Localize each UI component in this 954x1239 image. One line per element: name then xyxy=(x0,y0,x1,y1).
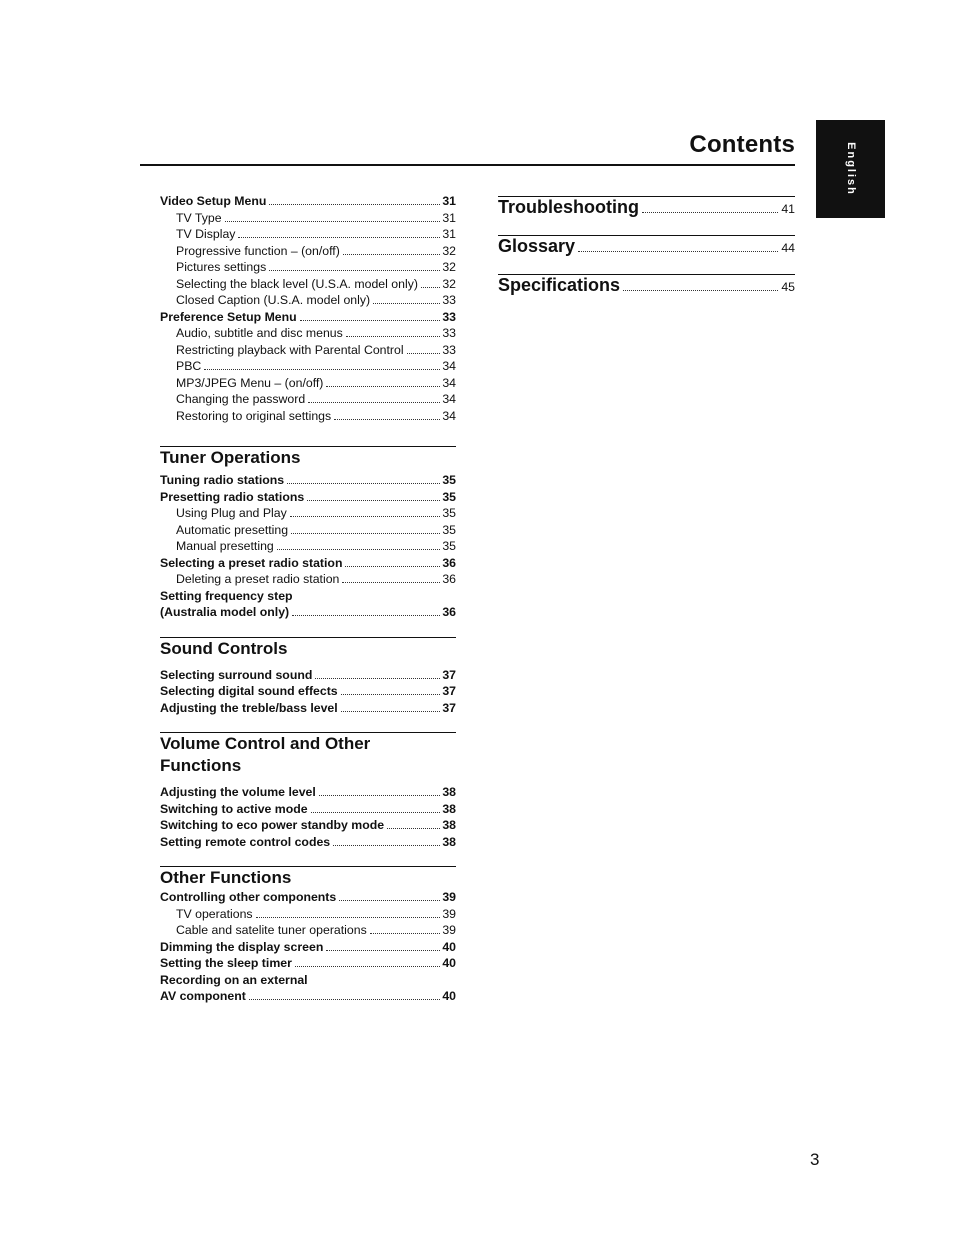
toc-entry-page: 32 xyxy=(442,260,456,274)
toc-right-column xyxy=(498,196,795,313)
toc-entry-label: Recording on an external xyxy=(160,972,308,987)
dot-leader xyxy=(387,828,440,829)
toc-entry xyxy=(160,276,456,293)
page-title: Contents xyxy=(689,131,795,158)
dot-leader xyxy=(642,212,778,213)
toc-entry-label: Dimming the display screen xyxy=(160,939,324,954)
toc-entry-page: 36 xyxy=(442,572,456,586)
toc-entry-label: Cable and satelite tuner operations xyxy=(176,923,367,937)
dot-leader xyxy=(345,566,440,567)
toc-section-page: 45 xyxy=(781,280,795,294)
section-title: Tuner Operations xyxy=(160,448,301,467)
dot-leader xyxy=(407,353,441,354)
dot-leader xyxy=(269,204,440,205)
dot-leader xyxy=(269,270,440,271)
toc-entry xyxy=(160,955,456,972)
toc-entry-page: 39 xyxy=(442,906,456,921)
toc-left-column xyxy=(160,193,456,1005)
dot-leader xyxy=(204,369,440,370)
toc-entry-page: 36 xyxy=(442,555,456,570)
dot-leader xyxy=(339,900,440,901)
toc-entry-page: 35 xyxy=(442,522,456,537)
toc-entry xyxy=(160,834,456,851)
toc-section-page: 44 xyxy=(781,241,795,255)
toc-entry xyxy=(160,489,456,506)
toc-entry-page: 31 xyxy=(442,210,456,225)
toc-entry-label: TV Type xyxy=(176,210,222,225)
toc-entry-page: 35 xyxy=(442,506,456,520)
toc-entry-page: 38 xyxy=(442,834,456,849)
toc-entry-label: Deleting a preset radio station xyxy=(176,572,340,586)
dot-leader xyxy=(308,402,440,403)
dot-leader xyxy=(225,221,441,222)
toc-entry-page: 33 xyxy=(442,342,456,357)
toc-entry-page: 34 xyxy=(442,408,456,423)
section-title: Sound Controls xyxy=(160,638,288,658)
toc-entry-page: 35 xyxy=(442,539,456,553)
toc-entry xyxy=(160,210,456,227)
toc-group-other xyxy=(160,889,456,1005)
toc-entry-label: (Australia model only) xyxy=(160,605,290,619)
dot-leader xyxy=(623,290,778,291)
toc-entry-page: 40 xyxy=(442,939,456,954)
toc-entry xyxy=(160,243,456,260)
language-tab-label: English xyxy=(844,142,857,196)
dot-leader xyxy=(333,845,440,846)
toc-group-sound xyxy=(160,667,456,717)
toc-entry-page: 35 xyxy=(442,473,456,487)
toc-entry xyxy=(160,939,456,956)
toc-entry-label: Setting frequency step xyxy=(160,588,293,603)
toc-entry-label: Setting the sleep timer xyxy=(160,956,292,970)
toc-entry-label: Restoring to original settings xyxy=(176,408,332,423)
toc-entry xyxy=(160,604,456,621)
section-volume-control xyxy=(160,732,456,850)
toc-section-1 xyxy=(498,235,795,274)
toc-entry-label: Controlling other components xyxy=(160,890,337,904)
dot-leader xyxy=(326,950,440,951)
toc-entry-label: Progressive function – (on/off) xyxy=(176,243,340,258)
toc-entry-label: Video Setup Menu xyxy=(160,194,267,208)
section-title-line1: Volume Control and Other xyxy=(160,734,371,753)
toc-entry-page: 31 xyxy=(442,194,456,208)
toc-entry-label: Selecting a preset radio station xyxy=(160,555,343,570)
page-number: 3 xyxy=(810,1150,820,1169)
toc-entry-label: Switching to eco power standby mode xyxy=(160,818,385,832)
toc-entry xyxy=(160,667,456,684)
dot-leader xyxy=(311,812,441,813)
toc-entry-page: 34 xyxy=(442,359,456,373)
section-title-line2: Functions xyxy=(160,756,242,775)
dot-leader xyxy=(578,251,778,252)
toc-entry-page: 32 xyxy=(442,243,456,258)
toc-entry xyxy=(160,391,456,408)
dot-leader xyxy=(300,320,441,321)
dot-leader xyxy=(319,795,441,796)
toc-entry xyxy=(160,325,456,342)
toc-entry-label: Closed Caption (U.S.A. model only) xyxy=(176,293,371,307)
toc-entry-label: Manual presetting xyxy=(176,539,274,553)
toc-section-label: Specifications xyxy=(498,275,621,295)
dot-leader xyxy=(291,533,440,534)
toc-entry xyxy=(160,193,456,210)
toc-section-label: Glossary xyxy=(498,236,576,256)
toc-entry-label: Adjusting the treble/bass level xyxy=(160,700,338,715)
toc-entry-label: Selecting surround sound xyxy=(160,667,313,682)
toc-entry-page: 35 xyxy=(442,489,456,504)
toc-entry xyxy=(160,292,456,309)
dot-leader xyxy=(249,999,440,1000)
toc-entry xyxy=(160,309,456,326)
toc-entry xyxy=(160,889,456,906)
toc-entry xyxy=(160,342,456,359)
toc-entry-label: Presetting radio stations xyxy=(160,489,305,504)
dot-leader xyxy=(287,483,440,484)
toc-section-label: Troubleshooting xyxy=(498,197,639,217)
toc-entry-label: Audio, subtitle and disc menus xyxy=(176,326,343,340)
toc-entry-label: MP3/JPEG Menu – (on/off) xyxy=(176,375,324,390)
dot-leader xyxy=(315,678,440,679)
toc-entry xyxy=(160,472,456,489)
dot-leader xyxy=(277,549,441,550)
toc-entry-page: 33 xyxy=(442,309,456,324)
toc-section-2 xyxy=(498,274,795,313)
toc-entry xyxy=(160,555,456,572)
toc-entry xyxy=(160,988,456,1005)
section-title: Other Functions xyxy=(160,868,292,887)
dot-leader xyxy=(295,966,440,967)
toc-entry-page: 40 xyxy=(442,989,456,1003)
toc-entry-label: TV operations xyxy=(176,906,253,921)
toc-entry-page: 37 xyxy=(442,684,456,698)
toc-section-page: 41 xyxy=(781,202,795,216)
toc-entry-label: Adjusting the volume level xyxy=(160,785,316,799)
toc-entry-label: PBC xyxy=(176,359,202,373)
toc-entry xyxy=(160,700,456,717)
dot-leader xyxy=(346,336,441,337)
toc-entry xyxy=(160,538,456,555)
toc-entry-label: Restricting playback with Parental Control xyxy=(176,342,404,357)
toc-entry xyxy=(160,922,456,939)
toc-entry xyxy=(160,358,456,375)
toc-entry xyxy=(160,226,456,243)
toc-group-volume xyxy=(160,784,456,850)
section-other-functions xyxy=(160,866,456,1005)
toc-entry-page: 33 xyxy=(442,293,456,307)
toc-entry xyxy=(160,906,456,923)
toc-entry-page: 36 xyxy=(442,605,456,619)
toc-entry-label: Selecting the black level (U.S.A. model only) xyxy=(176,276,418,291)
toc-entry-page: 40 xyxy=(442,956,456,970)
dot-leader xyxy=(341,694,441,695)
toc-entry xyxy=(160,571,456,588)
toc-entry xyxy=(160,801,456,818)
toc-entry-page: 39 xyxy=(442,890,456,904)
toc-entry-page: 37 xyxy=(442,700,456,715)
toc-entry-label: Using Plug and Play xyxy=(176,506,287,520)
dot-leader xyxy=(256,917,441,918)
dot-leader xyxy=(307,500,440,501)
section-sound-controls xyxy=(160,637,456,717)
dot-leader xyxy=(238,237,440,238)
toc-entry-page: 38 xyxy=(442,801,456,816)
dot-leader xyxy=(326,386,440,387)
toc-entry-page: 34 xyxy=(442,392,456,406)
toc-entry-label: Pictures settings xyxy=(176,260,267,274)
toc-entry-page: 33 xyxy=(442,326,456,340)
toc-entry-label: TV Display xyxy=(176,227,236,241)
toc-entry xyxy=(160,259,456,276)
toc-entry-label: Changing the password xyxy=(176,392,306,406)
toc-entry-page: 37 xyxy=(442,667,456,682)
toc-entry-page: 39 xyxy=(442,923,456,937)
dot-leader xyxy=(290,516,441,517)
toc-entry-label: Preference Setup Menu xyxy=(160,309,297,324)
dot-leader xyxy=(342,582,440,583)
dot-leader xyxy=(343,254,440,255)
toc-entry xyxy=(160,522,456,539)
toc-entry-label: Tuning radio stations xyxy=(160,473,285,487)
toc-entry xyxy=(160,817,456,834)
dot-leader xyxy=(421,287,440,288)
toc-group-video-setup xyxy=(160,193,456,424)
toc-entry-label: Selecting digital sound effects xyxy=(160,684,338,698)
toc-entry xyxy=(160,784,456,801)
toc-entry-page: 38 xyxy=(442,818,456,832)
language-tab xyxy=(816,120,885,218)
toc-entry-label: Setting remote control codes xyxy=(160,834,331,849)
toc-entry-page: 31 xyxy=(442,227,456,241)
toc-entry-label: Automatic presetting xyxy=(176,522,289,537)
dot-leader xyxy=(334,419,440,420)
toc-entry-page: 34 xyxy=(442,375,456,390)
toc-entry xyxy=(160,375,456,392)
toc-entry xyxy=(160,588,456,605)
toc-group-tuner xyxy=(160,472,456,621)
toc-entry xyxy=(160,972,456,989)
dot-leader xyxy=(341,711,441,712)
toc-entry xyxy=(160,408,456,425)
toc-entry-page: 32 xyxy=(442,276,456,291)
dot-leader xyxy=(292,615,440,616)
toc-entry-label: Switching to active mode xyxy=(160,801,308,816)
toc-entry xyxy=(160,683,456,700)
dot-leader xyxy=(370,933,441,934)
toc-section-0 xyxy=(498,196,795,235)
section-tuner-operations xyxy=(160,446,456,621)
toc-entry-label: AV component xyxy=(160,989,246,1003)
dot-leader xyxy=(373,303,440,304)
title-rule xyxy=(140,164,795,166)
toc-entry-page: 38 xyxy=(442,785,456,799)
toc-entry xyxy=(160,505,456,522)
